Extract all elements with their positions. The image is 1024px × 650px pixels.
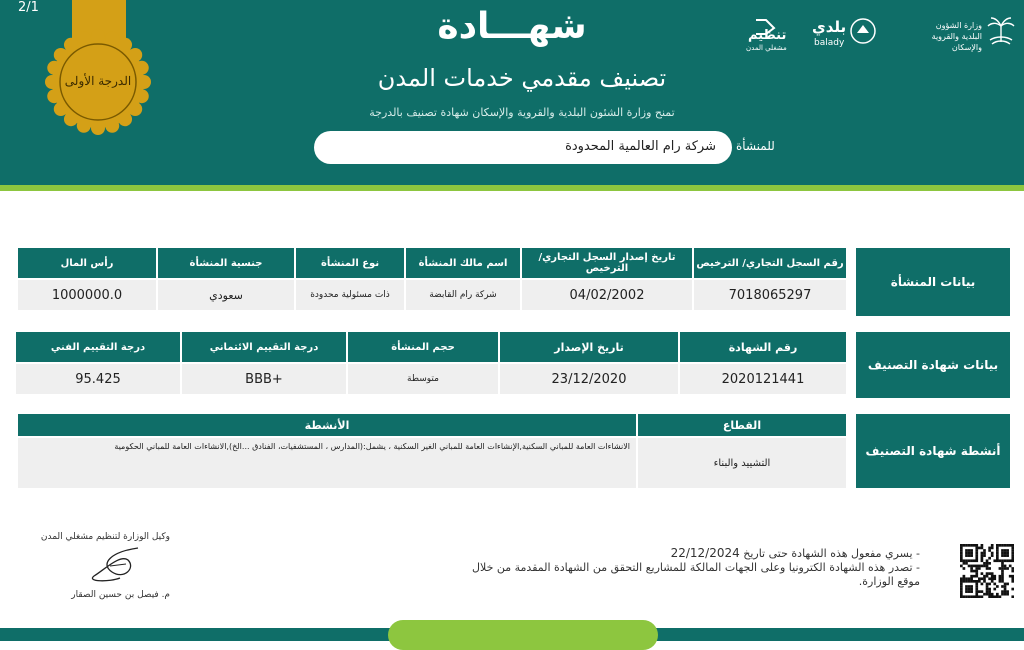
table-cell: 1000000.0 bbox=[18, 280, 156, 310]
validity-note: - يسري مفعول هذه الشهادة حتى تاريخ bbox=[743, 547, 920, 560]
handwritten-signature-icon bbox=[40, 542, 170, 590]
certificate-info-heading: بيانات شهادة التصنيف bbox=[856, 332, 1010, 398]
table-column bbox=[406, 248, 520, 310]
qr-code-icon bbox=[960, 544, 1014, 598]
header-accent-strip bbox=[0, 185, 1024, 191]
signer-title: وكيل الوزارة لتنظيم مشغلي المدن bbox=[40, 532, 170, 542]
table-column bbox=[182, 332, 346, 394]
table-header-cell: جنسية المنشأة bbox=[158, 248, 294, 278]
tanzim-logo bbox=[740, 16, 806, 52]
validity-date: 22/12/2024 bbox=[670, 546, 740, 560]
table-header-cell: رقم السجل التجاري/ الترخيص bbox=[694, 248, 846, 278]
facility-info-table bbox=[16, 248, 846, 310]
table-column bbox=[18, 414, 636, 488]
page-number: 2/1 bbox=[18, 0, 39, 15]
table-column bbox=[16, 332, 180, 394]
table-column bbox=[500, 332, 678, 394]
facility-name-box bbox=[314, 131, 732, 164]
table-header-cell: درجة التقييم الفني bbox=[16, 332, 180, 362]
verify-note: - تصدر هذه الشهادة الكترونيا وعلى الجهات المالكة للمشاريع التحقق من الشهادة المقدمة من خلال موقع الوزارة. bbox=[472, 561, 920, 588]
footer-notes bbox=[460, 546, 920, 589]
activities-table bbox=[16, 414, 846, 488]
table-column bbox=[680, 332, 846, 394]
facility-label: للمنشأة bbox=[736, 139, 775, 153]
certificate-info-table bbox=[16, 332, 846, 394]
certificate-description: تمنح وزارة الشئون البلدية والقروية والإسكان شهادة تصنيف بالدرجة bbox=[369, 106, 675, 119]
table-header-cell: درجة التقييم الائتماني bbox=[182, 332, 346, 362]
table-cell: 7018065297 bbox=[694, 280, 846, 310]
facility-name: شركة رام العالمية المحدودة bbox=[565, 139, 716, 154]
baladi-mark-icon bbox=[850, 18, 876, 44]
activities-header: الأنشطة bbox=[18, 414, 636, 436]
table-cell: 04/02/2002 bbox=[522, 280, 692, 310]
medal-grade-label: الدرجة الأولى bbox=[64, 74, 132, 88]
table-header-cell: تاريخ إصدار السجل التجاري/ الترخيص bbox=[522, 248, 692, 278]
table-cell: 95.425 bbox=[16, 364, 180, 394]
tanzim-subtitle: مشغلي المدن bbox=[746, 44, 787, 52]
table-column bbox=[348, 332, 498, 394]
certificate-subtitle: تصنيف مقدمي خدمات المدن bbox=[377, 64, 667, 92]
table-header-cell: تاريخ الإصدار bbox=[500, 332, 678, 362]
table-header-cell: اسم مالك المنشأة bbox=[406, 248, 520, 278]
table-column bbox=[522, 248, 692, 310]
facility-info-heading: بيانات المنشأة bbox=[856, 248, 1010, 316]
table-column bbox=[18, 248, 156, 310]
ministry-name: وزارة الشؤون البلدية والقروية والإسكان bbox=[931, 21, 982, 52]
table-cell: ذات مسئولية محدودة bbox=[296, 280, 404, 310]
table-column bbox=[296, 248, 404, 310]
table-header-cell: رقم الشهادة bbox=[680, 332, 846, 362]
footer-accent-pill bbox=[388, 620, 658, 650]
table-header-cell: حجم المنشأة bbox=[348, 332, 498, 362]
baladi-name-en: balady bbox=[814, 38, 845, 48]
baladi-name-ar: بلدي bbox=[812, 18, 847, 36]
palm-emblem-icon bbox=[984, 14, 1018, 48]
validity-line bbox=[460, 546, 920, 561]
sector-header: القطاع bbox=[638, 414, 846, 436]
table-cell: متوسطة bbox=[348, 364, 498, 394]
table-cell: 2020121441 bbox=[680, 364, 846, 394]
tanzim-name: تنظيم bbox=[748, 28, 787, 43]
table-column bbox=[158, 248, 294, 310]
table-cell: BBB+ bbox=[182, 364, 346, 394]
table-cell: شركة رام القابضة bbox=[406, 280, 520, 310]
table-cell: 23/12/2020 bbox=[500, 364, 678, 394]
activities-value: الانشاءات العامة للمباني السكنية,الإنشاءات العامة للمباني الغير السكنية ، يشمل:(المدارس ، المستشفيات، الفنادق ...الخ),الانشاءات العامة للمباني الحكومية bbox=[18, 438, 636, 488]
table-column bbox=[694, 248, 846, 310]
signature-block bbox=[40, 532, 170, 600]
baladi-logo bbox=[812, 16, 878, 50]
table-header-cell: نوع المنشأة bbox=[296, 248, 404, 278]
signer-name: م. فيصل بن حسين الصقار bbox=[71, 590, 170, 600]
activities-heading: أنشطة شهادة التصنيف bbox=[856, 414, 1010, 488]
sector-value: التشييد والبناء bbox=[638, 438, 846, 488]
table-header-cell: رأس المال bbox=[18, 248, 156, 278]
table-cell: سعودي bbox=[158, 280, 294, 310]
table-column bbox=[638, 414, 846, 488]
ministry-logo bbox=[920, 14, 1020, 54]
certificate-title: شهـــادة bbox=[437, 6, 587, 47]
